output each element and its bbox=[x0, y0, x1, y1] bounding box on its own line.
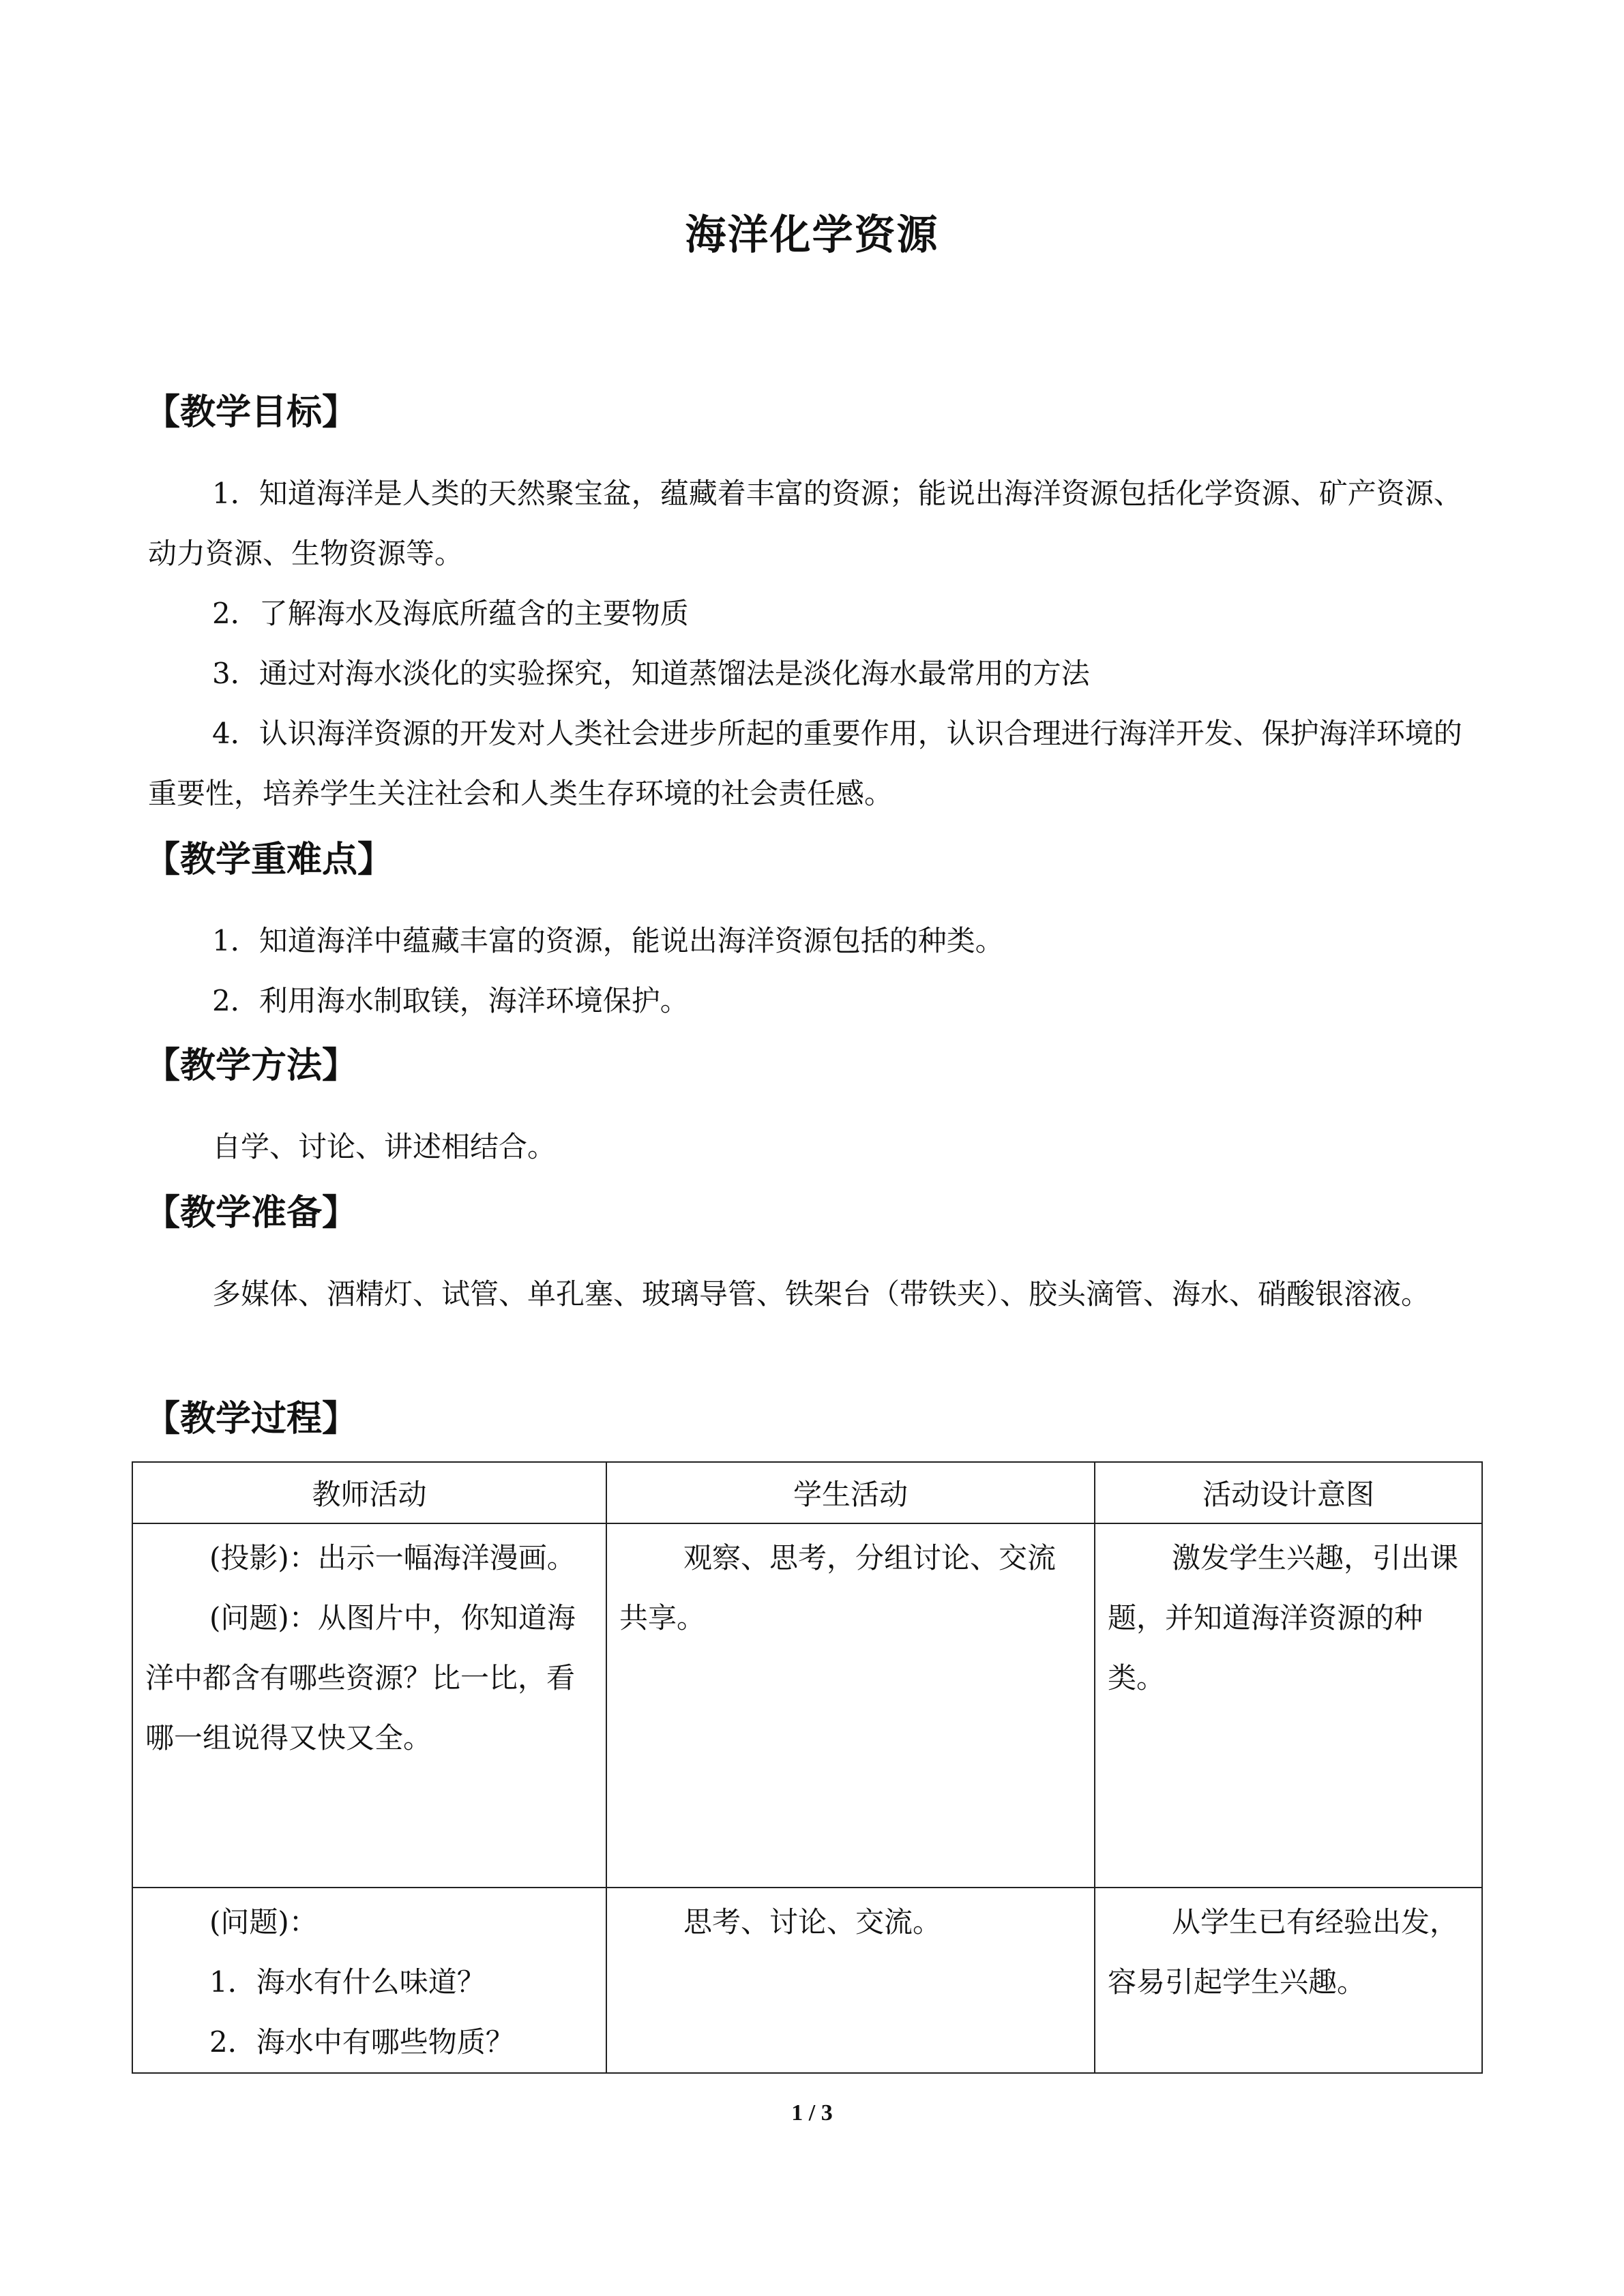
key-point-item-2: 2．利用海水制取镁，海洋环境保护。 bbox=[212, 984, 689, 1017]
key-point-item-1: 1．知道海洋中蕴藏丰富的资源，能说出海洋资源包括的种类。 bbox=[212, 924, 1004, 957]
student-activity-cell bbox=[606, 1523, 1095, 1888]
teacher-activity-line: (问题)： bbox=[209, 1905, 318, 1939]
teaching-process-table bbox=[132, 1461, 1483, 2074]
preparation-text: 多媒体、酒精灯、试管、单孔塞、玻璃导管、铁架台（带铁夹）、胶头滴管、海水、硝酸银溶液。 bbox=[212, 1277, 1430, 1311]
document-title: 海洋化学资源 bbox=[685, 211, 939, 259]
design-intent-cell bbox=[1095, 1888, 1482, 2073]
table-row bbox=[132, 1523, 1482, 1888]
header-student-activity: 学生活动 bbox=[606, 1462, 1095, 1523]
student-activity-text: 观察、思考，分组讨论、交流共享。 bbox=[619, 1541, 1057, 1635]
design-intent-text: 激发学生兴趣，引出课题，并知道海洋资源的种类。 bbox=[1108, 1541, 1459, 1695]
section-heading-key-points: 【教学重难点】 bbox=[145, 839, 394, 880]
goal-item-2: 2．了解海水及海底所蕴含的主要物质 bbox=[212, 597, 689, 630]
section-heading-preparation: 【教学准备】 bbox=[145, 1193, 358, 1234]
teacher-activity-line: (投影)：出示一幅海洋漫画。 bbox=[209, 1541, 576, 1575]
section-heading-goals: 【教学目标】 bbox=[145, 392, 358, 433]
goal-item-3: 3．通过对海水淡化的实验探究，知道蒸馏法是淡化海水最常用的方法 bbox=[212, 657, 1090, 690]
methods-text: 自学、讨论、讲述相结合。 bbox=[212, 1130, 557, 1163]
teacher-activity-cell bbox=[132, 1888, 606, 2073]
section-heading-process: 【教学过程】 bbox=[145, 1399, 358, 1440]
table-row bbox=[132, 1888, 1482, 2073]
teacher-activity-line: (问题)：从图片中，你知道海洋中都含有哪些资源？比一比，看哪一组说得又快又全。 bbox=[145, 1601, 576, 1755]
student-activity-cell bbox=[606, 1888, 1095, 2073]
design-intent-text: 从学生已有经验出发，容易引起学生兴趣。 bbox=[1108, 1905, 1459, 1999]
teacher-activity-line: 1．海水有什么味道？ bbox=[209, 1965, 486, 1999]
student-activity-text: 思考、讨论、交流。 bbox=[683, 1905, 942, 1939]
design-intent-cell bbox=[1095, 1523, 1482, 1888]
header-teacher-activity: 教师活动 bbox=[132, 1462, 606, 1523]
header-design-intent: 活动设计意图 bbox=[1095, 1462, 1482, 1523]
section-heading-methods: 【教学方法】 bbox=[145, 1045, 358, 1086]
teacher-activity-line: 2．海水中有哪些物质？ bbox=[209, 2025, 514, 2059]
page-number: 1 / 3 bbox=[791, 2100, 833, 2126]
goal-item-4: 4．认识海洋资源的开发对人类社会进步所起的重要作用，认识合理进行海洋开发、保护海洋环境的重要性，培养学生关注社会和人类生存环境的社会责任感。 bbox=[148, 717, 1462, 810]
goal-item-1: 1．知道海洋是人类的天然聚宝盆，蕴藏着丰富的资源；能说出海洋资源包括化学资源、矿产资源、动力资源、生物资源等。 bbox=[148, 477, 1462, 570]
teacher-activity-cell bbox=[132, 1523, 606, 1888]
